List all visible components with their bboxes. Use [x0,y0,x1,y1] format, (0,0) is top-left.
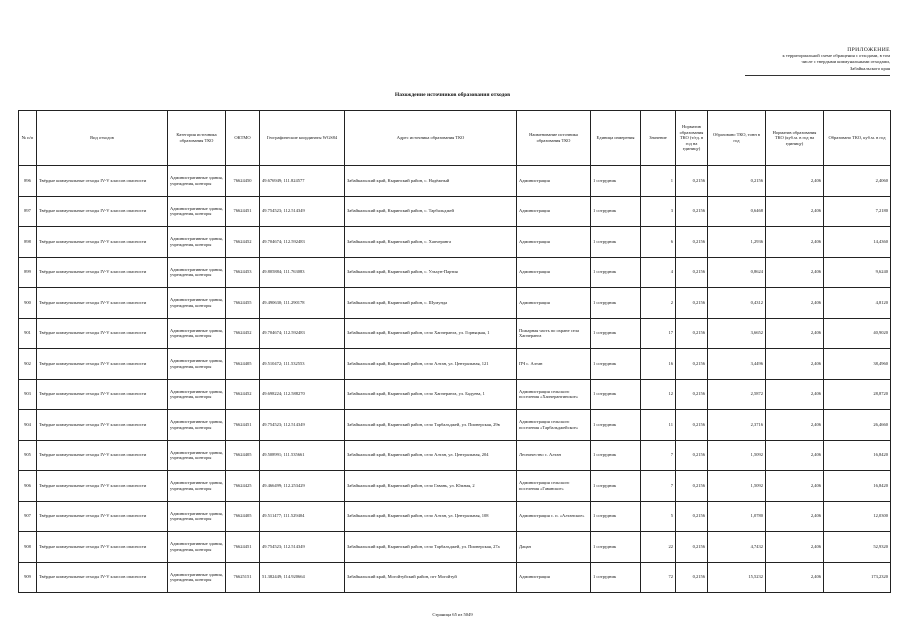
cell-source-name: Администрация сельского поселения «Тарбальджейское» [517,410,591,441]
cell-value: 72 [641,562,676,593]
cell-generated-tons: 0,8624 [708,257,766,288]
cell-address: Забайкальский край, Кыринский район, село Алтан, ул. Центральная, 121 [345,349,517,380]
cell-generated-tons: 1,0780 [708,501,766,532]
cell-norm-volume: 2,406 [766,166,824,197]
cell-norm-tons: 0,2156 [676,501,708,532]
cell-generated-tons: 2,3716 [708,410,766,441]
cell-source-category: Административные здания, учреждения, конторы [168,410,226,441]
cell-value: 6 [641,227,676,258]
cell-waste-type: Твёрдые коммунальные отходы IV-V классов опасности [37,379,168,410]
cell-coordinates: 49.754523; 112.514349 [260,196,345,227]
cell-oktmo: 76624452 [226,318,260,349]
cell-oktmo: 76624405 [226,349,260,380]
cell-waste-type: Твёрдые коммунальные отходы IV-V классов опасности [37,440,168,471]
cell-number: 898 [19,227,37,258]
header-unit: Единица измерения [591,111,641,166]
cell-generated-tons: 0,2156 [708,166,766,197]
cell-number: 896 [19,166,37,197]
cell-address: Забайкальский край, Кыринский район, с. Ульхун-Партия [345,257,517,288]
cell-source-category: Административные здания, учреждения, конторы [168,379,226,410]
cell-source-category: Административные здания, учреждения, конторы [168,349,226,380]
cell-source-category: Административные здания, учреждения, конторы [168,318,226,349]
cell-source-name: Администрация [517,196,591,227]
cell-oktmo: 76625151 [226,562,260,593]
cell-generated-tons: 1,5092 [708,471,766,502]
cell-generated-tons: 2,5872 [708,379,766,410]
header-number: № п/п [19,111,37,166]
table-row [19,318,891,349]
table-row [19,257,891,288]
cell-source-name: Администрация [517,288,591,319]
appendix-line: Забайкальского края [849,65,890,71]
table-row [19,227,891,258]
cell-waste-type: Твёрдые коммунальные отходы IV-V классов опасности [37,288,168,319]
cell-number: 909 [19,562,37,593]
cell-norm-volume: 2,406 [766,471,824,502]
cell-address: Забайкальский край, Кыринский район, село Алтан, ул. Центральная, 204 [345,440,517,471]
cell-value: 3 [641,196,676,227]
cell-address: Забайкальский край, Кыринский район, село Тарбальджей, ул. Пионерская, 27а [345,532,517,563]
cell-oktmo: 76624451 [226,532,260,563]
cell-number: 903 [19,379,37,410]
cell-waste-type: Твёрдые коммунальные отходы IV-V классов опасности [37,196,168,227]
cell-generated-tons: 15,5232 [708,562,766,593]
cell-source-name: Дацан [517,532,591,563]
cell-waste-type: Твёрдые коммунальные отходы IV-V классов опасности [37,501,168,532]
cell-norm-tons: 0,2156 [676,227,708,258]
cell-generated-volume: 7,2180 [824,196,891,227]
header-norm-volume: Норматив образования ТКО (куб.м. в год на единицу) [766,111,824,166]
cell-unit: 1 сотрудник [591,196,641,227]
header-norm-tons: Норматив образования ТКО (т/ед. в год на единицу) [676,111,708,166]
appendix-block [690,47,890,76]
cell-norm-tons: 0,2156 [676,440,708,471]
cell-generated-volume: 16,8420 [824,471,891,502]
cell-address: Забайкальский край, Кыринский район, село Гавань, ул. Южная, 2 [345,471,517,502]
cell-norm-volume: 2,406 [766,501,824,532]
cell-coordinates: 49.466499; 112.253429 [260,471,345,502]
table-row [19,196,891,227]
cell-norm-tons: 0,2156 [676,318,708,349]
cell-oktmo: 76624451 [226,196,260,227]
cell-value: 5 [641,501,676,532]
header-source-category: Категория источника образования ТКО [168,111,226,166]
cell-unit: 1 сотрудник [591,471,641,502]
cell-waste-type: Твёрдые коммунальные отходы IV-V классов опасности [37,349,168,380]
table-row [19,440,891,471]
cell-source-category: Административные здания, учреждения, конторы [168,166,226,197]
cell-address: Забайкальский край, Кыринский район, с. Надёжный [345,166,517,197]
cell-source-category: Административные здания, учреждения, конторы [168,532,226,563]
cell-source-name: Лесничество с. Алтан [517,440,591,471]
cell-coordinates: 49.754523; 112.514349 [260,532,345,563]
cell-coordinates: 49.490630; 111.290178 [260,288,345,319]
cell-oktmo: 76624453 [226,257,260,288]
cell-source-category: Административные здания, учреждения, конторы [168,288,226,319]
cell-generated-volume: 52,9320 [824,532,891,563]
cell-norm-volume: 2,406 [766,410,824,441]
cell-value: 12 [641,379,676,410]
cell-number: 897 [19,196,37,227]
cell-unit: 1 сотрудник [591,318,641,349]
cell-unit: 1 сотрудник [591,227,641,258]
cell-source-name: Пожарная часть по охране села Хапчеранга [517,318,591,349]
cell-number: 900 [19,288,37,319]
cell-value: 7 [641,440,676,471]
cell-norm-tons: 0,2156 [676,532,708,563]
appendix-line: числе с твердыми коммунальными отходами, [801,59,890,65]
cell-unit: 1 сотрудник [591,440,641,471]
cell-number: 902 [19,349,37,380]
cell-source-category: Административные здания, учреждения, конторы [168,196,226,227]
cell-norm-tons: 0,2156 [676,288,708,319]
cell-generated-volume: 16,8420 [824,440,891,471]
cell-norm-tons: 0,2156 [676,471,708,502]
cell-norm-tons: 0,2156 [676,196,708,227]
cell-waste-type: Твёрдые коммунальные отходы IV-V классов опасности [37,257,168,288]
table-row [19,532,891,563]
cell-unit: 1 сотрудник [591,501,641,532]
cell-waste-type: Твёрдые коммунальные отходы IV-V классов опасности [37,562,168,593]
cell-coordinates: 49.704674; 112.592483 [260,318,345,349]
table-row [19,288,891,319]
cell-source-category: Административные здания, учреждения, конторы [168,257,226,288]
cell-unit: 1 сотрудник [591,379,641,410]
cell-source-name: ПЧ с. Алтан [517,349,591,380]
cell-unit: 1 сотрудник [591,166,641,197]
cell-unit: 1 сотрудник [591,288,641,319]
cell-coordinates: 49.510472; 111.532553 [260,349,345,380]
cell-coordinates: 51.382449; 114.920664 [260,562,345,593]
page-footer: Страница 65 из 5049 [432,612,473,617]
cell-generated-volume: 28,8720 [824,379,891,410]
appendix-heading: ПРИЛОЖЕНИЕ [847,47,890,53]
appendix-line: к территориальной схеме обращения с отходами, в том [782,53,890,59]
cell-source-name: Администрация [517,166,591,197]
cell-generated-volume: 40,9020 [824,318,891,349]
table-row [19,349,891,380]
cell-norm-volume: 2,406 [766,196,824,227]
cell-unit: 1 сотрудник [591,257,641,288]
cell-source-category: Административные здания, учреждения, конторы [168,440,226,471]
cell-norm-volume: 2,406 [766,532,824,563]
appendix-underline [745,75,890,76]
cell-norm-volume: 2,406 [766,257,824,288]
cell-oktmo: 76624451 [226,410,260,441]
cell-norm-volume: 2,406 [766,379,824,410]
header-source-name: Наименование источника образования ТКО [517,111,591,166]
cell-value: 1 [641,166,676,197]
header-waste-type: Вид отходов [37,111,168,166]
cell-norm-volume: 2,406 [766,440,824,471]
cell-waste-type: Твёрдые коммунальные отходы IV-V классов опасности [37,227,168,258]
cell-norm-volume: 2,406 [766,562,824,593]
cell-generated-tons: 0,4312 [708,288,766,319]
document-title: Нахождение источников образования отходов [394,92,511,98]
cell-address: Забайкальский край, Кыринский район, село Хапчеранга, ул. Горняцкая, 1 [345,318,517,349]
cell-generated-volume: 12,0300 [824,501,891,532]
cell-source-name: Администрация [517,257,591,288]
cell-address: Забайкальский край, Кыринский район, село Тарбальджей, ул. Пионерская, 29в [345,410,517,441]
cell-source-name: Администрация [517,227,591,258]
cell-source-category: Административные здания, учреждения, конторы [168,227,226,258]
waste-sources-table [18,110,891,593]
cell-coordinates: 49.698224; 112.588270 [260,379,345,410]
cell-oktmo: 76624405 [226,440,260,471]
cell-waste-type: Твёрдые коммунальные отходы IV-V классов опасности [37,166,168,197]
table-header-row [19,111,891,166]
cell-norm-tons: 0,2156 [676,257,708,288]
cell-number: 905 [19,440,37,471]
cell-value: 7 [641,471,676,502]
cell-value: 22 [641,532,676,563]
cell-number: 908 [19,532,37,563]
cell-source-category: Административные здания, учреждения, конторы [168,501,226,532]
cell-number: 906 [19,471,37,502]
cell-norm-volume: 2,406 [766,288,824,319]
cell-oktmo: 76624452 [226,227,260,258]
cell-norm-tons: 0,2156 [676,349,708,380]
cell-address: Забайкальский край, Кыринский район, с. Шумунда [345,288,517,319]
cell-source-name: Администрация с. п. «Алтанское» [517,501,591,532]
cell-source-name: Администрация сельского поселения «Хапчерангинское» [517,379,591,410]
header-generated-volume: Образовано ТКО, куб.м. в год [824,111,891,166]
cell-coordinates: 49.508991; 111.535661 [260,440,345,471]
cell-norm-volume: 2,406 [766,318,824,349]
cell-norm-volume: 2,406 [766,227,824,258]
cell-number: 904 [19,410,37,441]
cell-oktmo: 76624405 [226,501,260,532]
cell-address: Забайкальский край, Кыринский район, с. Хапчеранга [345,227,517,258]
table-row [19,501,891,532]
cell-coordinates: 49.805884; 111.763083 [260,257,345,288]
cell-value: 4 [641,257,676,288]
cell-number: 907 [19,501,37,532]
table-row [19,166,891,197]
cell-generated-volume: 4,8120 [824,288,891,319]
cell-number: 901 [19,318,37,349]
cell-address: Забайкальский край, Кыринский район, село Алтан, ул. Центральная, 108 [345,501,517,532]
cell-oktmo: 76624425 [226,471,260,502]
cell-generated-tons: 1,5092 [708,440,766,471]
cell-address: Забайкальский край, Могойтуйский район, пгт Могойтуй [345,562,517,593]
header-coordinates: Географические координаты WGS84 [260,111,345,166]
cell-norm-tons: 0,2156 [676,379,708,410]
header-oktmo: ОКТМО [226,111,260,166]
cell-waste-type: Твёрдые коммунальные отходы IV-V классов опасности [37,318,168,349]
cell-address: Забайкальский край, Кыринский район, село Хапчеранга, ул. Бадуева, 1 [345,379,517,410]
cell-generated-volume: 2,4060 [824,166,891,197]
cell-unit: 1 сотрудник [591,410,641,441]
cell-source-category: Административные здания, учреждения, конторы [168,471,226,502]
table-body [19,166,891,593]
cell-norm-tons: 0,2156 [676,166,708,197]
header-generated-tons: Образовано ТКО, тонн в год [708,111,766,166]
cell-coordinates: 49.704674; 112.592483 [260,227,345,258]
cell-waste-type: Твёрдые коммунальные отходы IV-V классов опасности [37,410,168,441]
header-value: Значение [641,111,676,166]
cell-generated-tons: 3,4496 [708,349,766,380]
cell-oktmo: 76624455 [226,288,260,319]
cell-waste-type: Твёрдые коммунальные отходы IV-V классов опасности [37,532,168,563]
cell-source-name: Администрация сельского поселения «Гаванское» [517,471,591,502]
cell-source-category: Административные здания, учреждения, конторы [168,562,226,593]
cell-coordinates: 49.676949; 111.824577 [260,166,345,197]
table-row [19,379,891,410]
cell-generated-tons: 1,2936 [708,227,766,258]
cell-unit: 1 сотрудник [591,562,641,593]
cell-value: 11 [641,410,676,441]
cell-value: 16 [641,349,676,380]
cell-generated-volume: 173,2320 [824,562,891,593]
cell-value: 17 [641,318,676,349]
cell-generated-volume: 14,4360 [824,227,891,258]
cell-waste-type: Твёрдые коммунальные отходы IV-V классов опасности [37,471,168,502]
cell-generated-tons: 3,6652 [708,318,766,349]
cell-unit: 1 сотрудник [591,349,641,380]
cell-generated-volume: 38,4960 [824,349,891,380]
table-row [19,410,891,441]
cell-source-name: Администрация [517,562,591,593]
cell-norm-volume: 2,406 [766,349,824,380]
cell-norm-tons: 0,2156 [676,410,708,441]
cell-oktmo: 76624450 [226,166,260,197]
cell-value: 2 [641,288,676,319]
table-row [19,562,891,593]
cell-number: 899 [19,257,37,288]
table-row [19,471,891,502]
cell-coordinates: 49.754523; 112.514349 [260,410,345,441]
header-address: Адрес источника образования ТКО [345,111,517,166]
cell-coordinates: 49.511477; 111.529404 [260,501,345,532]
cell-unit: 1 сотрудник [591,532,641,563]
cell-generated-tons: 0,6468 [708,196,766,227]
cell-address: Забайкальский край, Кыринский район, с. Тарбальджей [345,196,517,227]
cell-generated-volume: 26,4660 [824,410,891,441]
cell-generated-tons: 4,7432 [708,532,766,563]
cell-norm-tons: 0,2156 [676,562,708,593]
cell-oktmo: 76624452 [226,379,260,410]
cell-generated-volume: 9,6240 [824,257,891,288]
